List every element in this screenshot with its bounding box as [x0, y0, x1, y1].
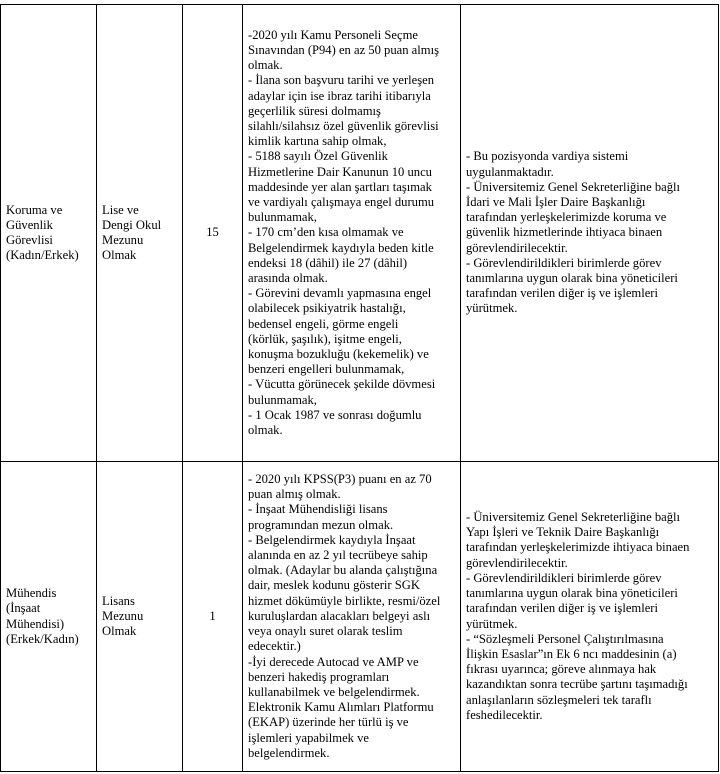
text-line: Hizmetlerine Dair Kanunun 10 uncu	[248, 164, 432, 179]
text-line: - Görevlendirildikleri birimlerde görev	[466, 570, 662, 585]
text-line: Olmak	[102, 624, 137, 639]
text-line: Mühendis	[6, 586, 57, 601]
table-row-civil-engineer	[1, 462, 719, 772]
text-line: - Bu pozisyonda vardiya sistemi	[466, 149, 629, 164]
text-line: puan almış olmak.	[248, 487, 341, 502]
text-line: silahlı/silahsız özel güvenlik görevlisi	[248, 118, 439, 133]
text-line: Mühendisi)	[6, 616, 65, 631]
requirements-cell	[243, 462, 461, 772]
text-line: Olmak	[102, 248, 137, 263]
text-line: - Belgelendirmek kaydıyla İnşaat	[248, 532, 416, 547]
position-title-cell	[1, 5, 97, 462]
text-line: güvenlik hizmetlerinde ihtiyaca binaen	[466, 225, 663, 240]
text-line: edecektir.)	[248, 639, 301, 654]
text-line: Elektronik Kamu Alımları Platformu	[248, 700, 434, 715]
text-line: tarafından verilen diğer iş ve işlemleri	[466, 286, 658, 301]
education-cell	[97, 462, 183, 772]
text-line: tanımlarına uygun olarak bina yöneticileri	[466, 271, 678, 285]
text-line: programından mezun olmak.	[248, 517, 394, 532]
text-line: - 2020 yılı KPSS(P3) puanı en az 70	[248, 472, 432, 487]
text-line: - İnşaat Mühendisliği lisans	[248, 502, 388, 517]
text-line: tarafından verilen diğer iş ve işlemleri	[466, 601, 658, 616]
text-line: tanımlarına uygun olarak bina yöneticileri	[466, 586, 678, 601]
text-line: görevlendirilecektir.	[466, 240, 568, 255]
position-count: 15	[206, 225, 219, 240]
text-line: endeksi 18 (dâhil) ile 27 (dâhil)	[248, 255, 408, 270]
text-line: Dengi Okul	[102, 217, 162, 232]
text-line: İdari ve Mali İşler Daire Başkanlığı	[466, 194, 646, 209]
text-line: Koruma ve	[6, 202, 63, 217]
text-line: adaylar için ise ibraz tarihi itibarıyla	[248, 88, 431, 103]
text-line: konuşma bozukluğu (kekemelik) ve	[248, 347, 429, 362]
position-count-cell	[183, 462, 243, 772]
text-line: işlemleri yapabilmek ve	[248, 730, 369, 745]
text-line: bulunmamak,	[248, 210, 317, 225]
text-line: olabilecek psikiyatrik hastalığı,	[248, 301, 406, 316]
text-line: bedensel engeli, görme engeli	[248, 316, 399, 331]
text-line: kullanabilmek ve belgelendirmek.	[248, 684, 420, 699]
text-line: anlaşılanların sözleşmeleri tek taraflı	[466, 692, 652, 707]
requirements-cell	[243, 5, 461, 462]
text-line: Mezunu	[102, 608, 144, 623]
text-line: - Vücutta görünecek şekilde dövmesi	[248, 377, 436, 392]
text-line: olmak.	[248, 58, 283, 73]
text-line: dair, meslek kodunu gösterir SGK	[248, 578, 420, 593]
table-row-security-officer	[1, 5, 719, 462]
text-line: Güvenlik	[6, 217, 53, 232]
text-line: tarafından yerleşkelerimizde koruma ve	[466, 210, 667, 225]
text-line: fıkrası uyarınca; göreve alınmaya hak	[466, 662, 657, 677]
text-line: Yapı İşleri ve Teknik Daire Başkanlığı	[466, 525, 660, 540]
text-line: ve vardiyalı çalışmaya engel durumu	[248, 194, 435, 209]
text-line: benzeri engelleri bulunmamak,	[248, 362, 405, 377]
position-count-cell	[183, 5, 243, 462]
text-line: - 170 cm’den kısa olmamak ve	[248, 225, 404, 240]
text-line: kimlik kartına sahip olmak,	[248, 134, 387, 149]
text-line: geçerlilik süresi dolmamış	[248, 103, 381, 118]
text-line: -İyi derecede Autocad ve AMP ve	[248, 654, 419, 669]
text-line: (Kadın/Erkek)	[6, 248, 79, 263]
text-line: - İlana son başvuru tarihi ve yerleşen	[248, 73, 435, 88]
text-line: - Üniversitemiz Genel Sekreterliğine bağlı	[466, 510, 681, 525]
notes-cell	[461, 5, 719, 462]
text-line: Mezunu	[102, 233, 144, 247]
text-line: maddesinde yer alan şartları taşımak	[248, 179, 432, 194]
text-line: İlişkin Esaslar”ın Ek 6 ncı maddesinin (a)	[466, 646, 677, 661]
text-line: uygulanmaktadır.	[466, 164, 554, 179]
text-line: bulunmamak,	[248, 392, 317, 407]
notes-cell	[461, 462, 719, 772]
text-line: tarafından yerleşkelerimizde ihtiyaca binaen	[466, 540, 690, 555]
text-line: Sınavından (P94) en az 50 puan almış	[248, 42, 439, 57]
text-line: (EKAP) üzerinde her türlü iş ve	[248, 715, 409, 730]
text-line: benzeri hakediş programları	[248, 669, 390, 684]
position-title-cell	[1, 462, 97, 772]
education-cell	[97, 5, 183, 462]
text-line: (İnşaat	[6, 601, 41, 616]
text-line: belgelendirmek.	[248, 745, 330, 760]
text-line: arasında olmak.	[248, 271, 328, 285]
position-count: 1	[209, 608, 216, 623]
text-line: - Üniversitemiz Genel Sekreterliğine bağlı	[466, 179, 681, 194]
text-line: (körlük, şaşılık), işitme engeli,	[248, 331, 402, 346]
text-line: görevlendirilecektir.	[466, 555, 568, 570]
job-requirements-table	[0, 4, 719, 772]
text-line: kazandıktan sonra tecrübe şartını taşımadığı	[466, 677, 688, 692]
text-line: feshedilecektir.	[466, 707, 543, 722]
text-line: Belgelendirmek kaydıyla beden kitle	[248, 240, 434, 255]
text-line: kuruluşlardan alacakları belgeyi aslı	[248, 608, 431, 623]
text-line: - “Sözleşmeli Personel Çalıştırılmasına	[466, 631, 664, 646]
text-line: alanında en az 2 yıl tecrübeye sahip	[248, 548, 428, 563]
text-line: yürütmek.	[466, 616, 518, 631]
text-line: - Görevlendirildikleri birimlerde görev	[466, 255, 662, 270]
text-line: (Erkek/Kadın)	[6, 631, 79, 646]
text-line: Lisans	[102, 593, 135, 608]
text-line: - 5188 sayılı Özel Güvenlik	[248, 149, 388, 164]
text-line: -2020 yılı Kamu Personeli Seçme	[248, 27, 418, 42]
text-line: - Görevini devamlı yapmasına engel	[248, 286, 432, 301]
text-line: olmak.	[248, 423, 283, 438]
text-line: Lise ve	[102, 202, 139, 217]
text-line: olmak. (Adaylar bu alanda çalıştığına	[248, 563, 438, 578]
text-line: yürütmek.	[466, 301, 518, 316]
text-line: - 1 Ocak 1987 ve sonrası doğumlu	[248, 407, 422, 422]
text-line: Görevlisi	[6, 233, 53, 247]
text-line: hizmet dökümüyle birlikte, resmi/özel	[248, 593, 441, 608]
text-line: veya onaylı suret olarak teslim	[248, 624, 403, 639]
